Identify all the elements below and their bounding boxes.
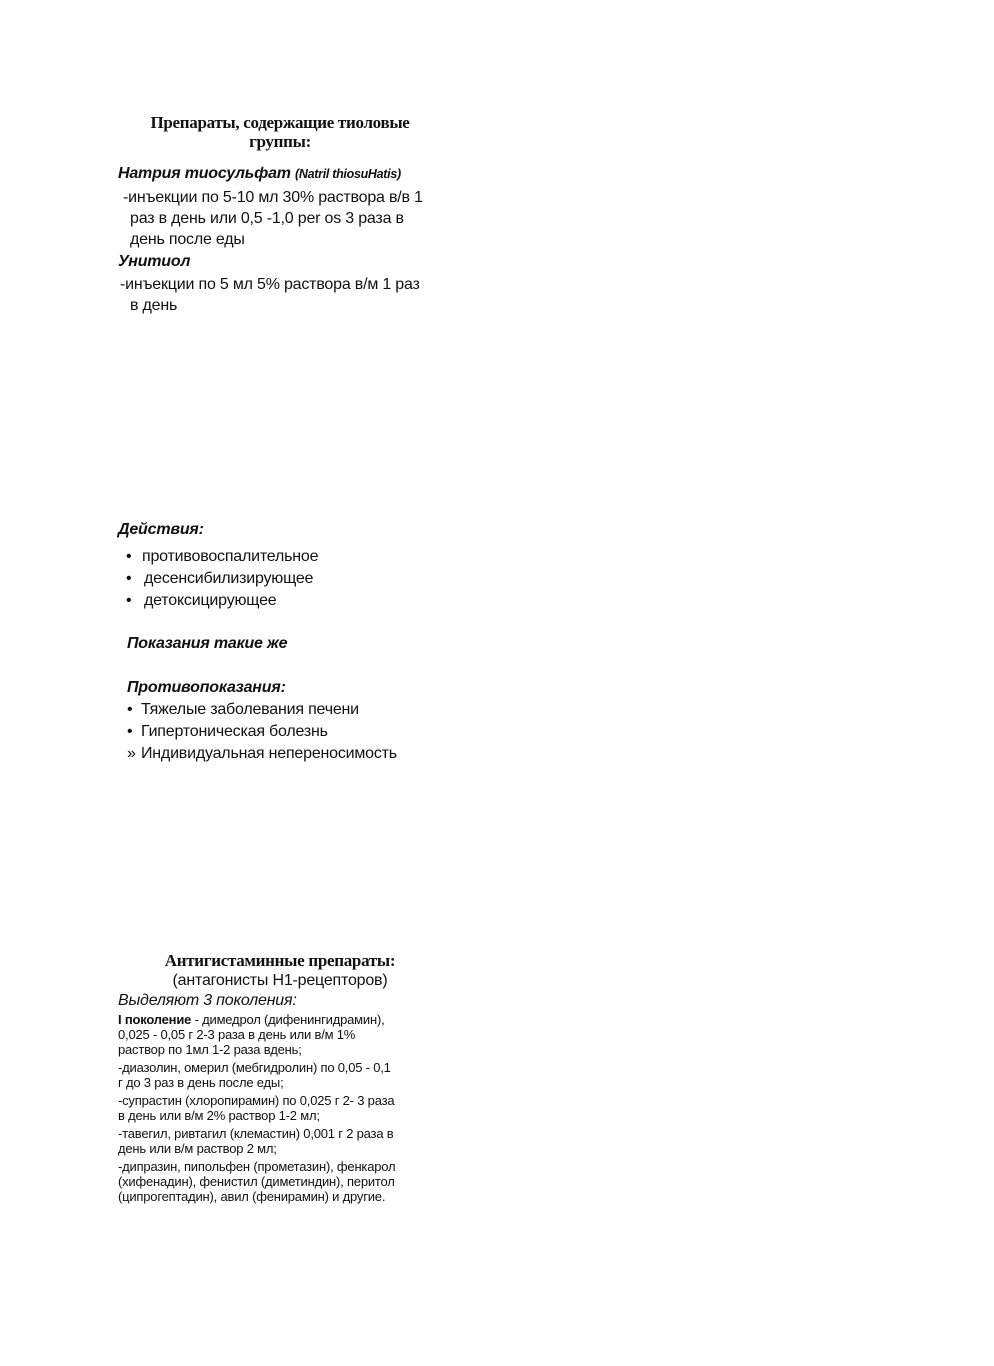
- list-item: • детоксицирующее: [126, 590, 318, 612]
- drug-paragraph: -супрастин (хлоропирамин) по 0,025 г 2- 3 раза в день или в/м 2% раствор 1-2 мл;: [118, 1093, 395, 1123]
- thiol-title-line1: Препараты, содержащие тиоловые: [150, 113, 410, 132]
- dosage-line: -инъекции по 5-10 мл 30% раствора в/в 1: [123, 189, 423, 206]
- indications-heading: Показания такие же: [127, 635, 288, 652]
- generation-1-paragraph: I поколение - димедрол (дифенингидрамин), 0,025 - 0,05 г 2-3 раза в день или в/м 1% раствор по 1мл 1-2 раза вдень;: [118, 1012, 385, 1057]
- drug-sodium-thiosulfate-dosage: [123, 187, 423, 250]
- bullet-marker: •: [126, 592, 132, 609]
- dosage-line: день после еды: [130, 231, 245, 248]
- antihistamine-section-title: Антигистаминные препараты:: [164, 951, 396, 970]
- antihistamine-subtitle: (антагонисты Н1-рецепторов): [172, 972, 388, 989]
- generations-heading: Выделяют 3 поколения:: [118, 992, 297, 1009]
- drug-paragraph: -диазолин, омерил (мебгидролин) по 0,05 - 0,1 г до 3 раз в день после еды;: [118, 1060, 391, 1090]
- list-item: • противовоспалительное: [126, 546, 318, 568]
- generation-1-label: I поколение: [118, 1012, 192, 1027]
- list-item: • десенсибилизирующее: [126, 568, 318, 590]
- contraindications-list: [127, 699, 397, 765]
- drug-latin-name: (Natril thiosuHatis): [295, 167, 401, 181]
- bullet-marker: •: [127, 723, 133, 740]
- actions-heading: Действия:: [118, 521, 204, 538]
- thiol-title-line2: группы:: [249, 132, 311, 151]
- list-item: • Тяжелые заболевания печени: [127, 699, 397, 721]
- list-item: • Гипертоническая болезнь: [127, 721, 397, 743]
- dosage-line: раз в день или 0,5 -1,0 per os 3 раза в: [130, 210, 404, 227]
- drug-name: Натрия тиосульфат: [118, 165, 291, 182]
- drug-paragraph: -дипразин, пипольфен (прометазин), фенкарол (хифенадин), фенистил (диметиндин), перитол (ципрогептадин), авил (фенирамин) и другие.: [118, 1159, 396, 1204]
- drug-unithiol-dosage: [120, 274, 420, 316]
- drug-unithiol-heading: Унитиол: [118, 253, 191, 270]
- contraindications-heading: Противопоказания:: [127, 679, 286, 696]
- list-item: » Индивидуальная непереносимость: [127, 743, 397, 765]
- drug-paragraph: -тавегил, ривтагил (клемастин) 0,001 г 2 раза в день или в/м раствор 2 мл;: [118, 1126, 394, 1156]
- thiol-section-title: [120, 113, 440, 151]
- actions-list: [126, 546, 318, 612]
- bullet-marker: •: [126, 570, 132, 587]
- dosage-line: -инъекции по 5 мл 5% раствора в/м 1 раз: [120, 276, 420, 293]
- bullet-marker: •: [127, 701, 133, 718]
- bullet-marker: •: [126, 548, 132, 565]
- antihistamine-drug-list: [118, 1012, 395, 1207]
- bullet-marker: »: [127, 745, 136, 762]
- dosage-line: в день: [130, 297, 178, 314]
- drug-sodium-thiosulfate-heading: [118, 163, 401, 185]
